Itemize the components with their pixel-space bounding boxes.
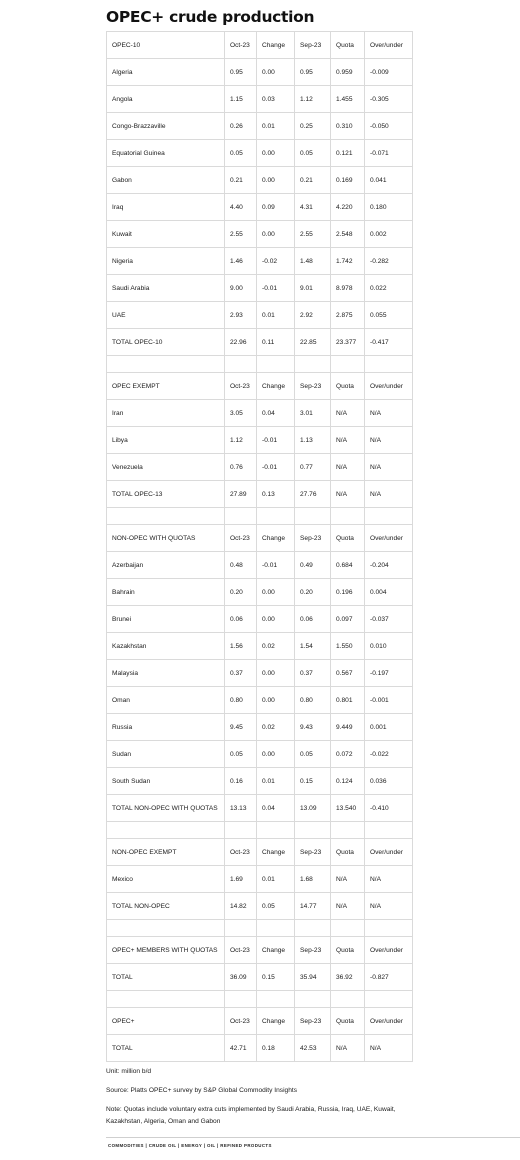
table-cell: 4.220 <box>331 194 365 221</box>
table-row <box>107 633 413 660</box>
row-label: Russia <box>107 714 225 741</box>
column-header: Sep-23 <box>295 525 331 552</box>
table-cell: 0.02 <box>257 633 295 660</box>
table-row <box>107 167 413 194</box>
table-row <box>107 481 413 508</box>
table-row <box>107 400 413 427</box>
table-cell: 14.77 <box>295 893 331 920</box>
table-cell: 0.06 <box>225 606 257 633</box>
table-row <box>107 964 413 991</box>
row-label: Nigeria <box>107 248 225 275</box>
table-cell: 0.00 <box>257 140 295 167</box>
row-label: Saudi Arabia <box>107 275 225 302</box>
table-cell: 0.00 <box>257 579 295 606</box>
table-cell: -0.01 <box>257 427 295 454</box>
spacer-cell <box>331 920 365 937</box>
table-cell: 0.00 <box>257 606 295 633</box>
table-cell: 1.455 <box>331 86 365 113</box>
section-spacer <box>107 991 413 1008</box>
table-cell: 0.097 <box>331 606 365 633</box>
table-cell: 0.010 <box>365 633 413 660</box>
table-row <box>107 579 413 606</box>
table-cell: 1.12 <box>225 427 257 454</box>
table-cell: 0.18 <box>257 1035 295 1062</box>
table-cell: N/A <box>365 427 413 454</box>
table-cell: 0.37 <box>225 660 257 687</box>
column-header: Oct-23 <box>225 1008 257 1035</box>
column-header: Over/under <box>365 937 413 964</box>
table-cell: 0.95 <box>225 59 257 86</box>
table-cell: 0.21 <box>295 167 331 194</box>
column-header: Quota <box>331 839 365 866</box>
table-cell: N/A <box>331 866 365 893</box>
row-label: Brunei <box>107 606 225 633</box>
section-header-row <box>107 839 413 866</box>
column-header: Sep-23 <box>295 373 331 400</box>
table-cell: 0.684 <box>331 552 365 579</box>
spacer-cell <box>225 920 257 937</box>
table-cell: 0.567 <box>331 660 365 687</box>
table-cell: 0.05 <box>225 140 257 167</box>
row-label: Iran <box>107 400 225 427</box>
table-cell: 0.49 <box>295 552 331 579</box>
table-cell: N/A <box>365 481 413 508</box>
table-row <box>107 1035 413 1062</box>
table-cell: 0.80 <box>225 687 257 714</box>
spacer-cell <box>225 356 257 373</box>
table-row <box>107 86 413 113</box>
column-header: Quota <box>331 32 365 59</box>
table-cell: 0.01 <box>257 113 295 140</box>
spacer-cell <box>365 822 413 839</box>
table-cell: 42.71 <box>225 1035 257 1062</box>
table-cell: 36.09 <box>225 964 257 991</box>
table-cell: 0.00 <box>257 59 295 86</box>
table-cell: N/A <box>331 427 365 454</box>
spacer-cell <box>107 991 225 1008</box>
table-cell: 9.45 <box>225 714 257 741</box>
row-label: Venezuela <box>107 454 225 481</box>
row-label: Libya <box>107 427 225 454</box>
section-title: OPEC+ MEMBERS WITH QUOTAS <box>107 937 225 964</box>
table-cell: 0.13 <box>257 481 295 508</box>
table-row <box>107 302 413 329</box>
table-cell: 0.25 <box>295 113 331 140</box>
table-cell: N/A <box>365 400 413 427</box>
table-cell: N/A <box>331 481 365 508</box>
production-table <box>106 31 413 1062</box>
table-cell: 0.05 <box>257 893 295 920</box>
row-label: Equatorial Guinea <box>107 140 225 167</box>
table-cell: 0.00 <box>257 660 295 687</box>
row-label: Mexico <box>107 866 225 893</box>
table-cell: -0.827 <box>365 964 413 991</box>
spacer-cell <box>365 356 413 373</box>
table-row <box>107 248 413 275</box>
table-cell: 1.46 <box>225 248 257 275</box>
table-row <box>107 140 413 167</box>
table-cell: 0.00 <box>257 687 295 714</box>
spacer-cell <box>331 822 365 839</box>
table-cell: 0.26 <box>225 113 257 140</box>
table-cell: 0.310 <box>331 113 365 140</box>
table-cell: 0.04 <box>257 400 295 427</box>
table-row <box>107 714 413 741</box>
table-cell: -0.050 <box>365 113 413 140</box>
table-cell: -0.01 <box>257 275 295 302</box>
table-cell: 0.15 <box>257 964 295 991</box>
column-header: Change <box>257 937 295 964</box>
row-label: South Sudan <box>107 768 225 795</box>
spacer-cell <box>225 508 257 525</box>
table-cell: N/A <box>331 400 365 427</box>
table-cell: -0.001 <box>365 687 413 714</box>
table-cell: 2.55 <box>225 221 257 248</box>
row-label: Algeria <box>107 59 225 86</box>
row-label: TOTAL NON-OPEC <box>107 893 225 920</box>
table-cell: 0.801 <box>331 687 365 714</box>
table-cell: 9.01 <box>295 275 331 302</box>
source-note: Source: Platts OPEC+ survey by S&P Global Commodity Insights <box>106 1087 297 1094</box>
section-title: NON-OPEC EXEMPT <box>107 839 225 866</box>
column-header: Oct-23 <box>225 373 257 400</box>
table-cell: 27.76 <box>295 481 331 508</box>
row-label: Iraq <box>107 194 225 221</box>
table-cell: 3.01 <box>295 400 331 427</box>
column-header: Over/under <box>365 32 413 59</box>
spacer-cell <box>257 356 295 373</box>
table-cell: 42.53 <box>295 1035 331 1062</box>
table-cell: 1.550 <box>331 633 365 660</box>
footer-divider <box>106 1137 520 1138</box>
table-row <box>107 795 413 822</box>
unit-note: Unit: million b/d <box>106 1068 152 1075</box>
table-cell: 13.09 <box>295 795 331 822</box>
column-header: Sep-23 <box>295 937 331 964</box>
spacer-cell <box>295 356 331 373</box>
spacer-cell <box>295 991 331 1008</box>
table-cell: 9.43 <box>295 714 331 741</box>
section-title: OPEC EXEMPT <box>107 373 225 400</box>
section-header-row <box>107 937 413 964</box>
row-label: TOTAL OPEC-10 <box>107 329 225 356</box>
table-cell: 2.875 <box>331 302 365 329</box>
table-cell: N/A <box>331 454 365 481</box>
table-cell: 0.00 <box>257 741 295 768</box>
section-spacer <box>107 920 413 937</box>
table-cell: 0.055 <box>365 302 413 329</box>
table-row <box>107 741 413 768</box>
table-cell: 0.004 <box>365 579 413 606</box>
spacer-cell <box>107 920 225 937</box>
spacer-cell <box>107 356 225 373</box>
column-header: Over/under <box>365 373 413 400</box>
table-cell: -0.282 <box>365 248 413 275</box>
row-label: Oman <box>107 687 225 714</box>
row-label: Malaysia <box>107 660 225 687</box>
table-cell: 13.13 <box>225 795 257 822</box>
table-row <box>107 660 413 687</box>
table-cell: 0.37 <box>295 660 331 687</box>
section-title: NON-OPEC WITH QUOTAS <box>107 525 225 552</box>
spacer-cell <box>331 356 365 373</box>
table-row <box>107 113 413 140</box>
row-label: TOTAL <box>107 964 225 991</box>
column-header: Over/under <box>365 525 413 552</box>
spacer-cell <box>257 920 295 937</box>
table-row <box>107 552 413 579</box>
table-cell: 1.48 <box>295 248 331 275</box>
table-cell: -0.417 <box>365 329 413 356</box>
spacer-cell <box>107 508 225 525</box>
table-cell: 0.77 <box>295 454 331 481</box>
table-cell: 2.92 <box>295 302 331 329</box>
table-cell: -0.01 <box>257 454 295 481</box>
table-cell: N/A <box>365 893 413 920</box>
table-cell: 0.80 <box>295 687 331 714</box>
table-row <box>107 427 413 454</box>
table-cell: 0.072 <box>331 741 365 768</box>
table-cell: -0.197 <box>365 660 413 687</box>
spacer-cell <box>225 822 257 839</box>
spacer-cell <box>295 508 331 525</box>
table-cell: 0.01 <box>257 768 295 795</box>
table-cell: -0.037 <box>365 606 413 633</box>
section-header-row <box>107 373 413 400</box>
column-header: Change <box>257 373 295 400</box>
table-cell: 0.05 <box>295 741 331 768</box>
row-label: TOTAL NON-OPEC WITH QUOTAS <box>107 795 225 822</box>
table-cell: 0.06 <box>295 606 331 633</box>
table-cell: 14.82 <box>225 893 257 920</box>
table-cell: 1.68 <box>295 866 331 893</box>
section-header-row <box>107 1008 413 1035</box>
column-header: Over/under <box>365 839 413 866</box>
table-cell: -0.022 <box>365 741 413 768</box>
topic-tags: COMMODITIES | CRUDE OIL | ENERGY | OIL | REFINED PRODUCTS <box>108 1143 272 1148</box>
column-header: Quota <box>331 937 365 964</box>
table-row <box>107 866 413 893</box>
spacer-cell <box>225 991 257 1008</box>
table-cell: 1.56 <box>225 633 257 660</box>
table-cell: 0.05 <box>295 140 331 167</box>
table-row <box>107 194 413 221</box>
column-header: Change <box>257 1008 295 1035</box>
table-row <box>107 768 413 795</box>
table-cell: 0.15 <box>295 768 331 795</box>
table-cell: 13.540 <box>331 795 365 822</box>
table-cell: 0.20 <box>225 579 257 606</box>
table-cell: 0.196 <box>331 579 365 606</box>
table-cell: 0.20 <box>295 579 331 606</box>
spacer-cell <box>257 991 295 1008</box>
section-header-row <box>107 32 413 59</box>
table-cell: 0.76 <box>225 454 257 481</box>
table-cell: N/A <box>365 1035 413 1062</box>
column-header: Oct-23 <box>225 525 257 552</box>
row-label: Bahrain <box>107 579 225 606</box>
table-cell: 0.16 <box>225 768 257 795</box>
table-cell: 0.09 <box>257 194 295 221</box>
table-cell: 0.05 <box>225 741 257 768</box>
table-cell: 1.69 <box>225 866 257 893</box>
table-cell: N/A <box>331 893 365 920</box>
table-cell: 0.036 <box>365 768 413 795</box>
table-cell: N/A <box>365 866 413 893</box>
table-cell: 0.21 <box>225 167 257 194</box>
table-cell: 2.548 <box>331 221 365 248</box>
table-cell: -0.071 <box>365 140 413 167</box>
table-cell: 1.742 <box>331 248 365 275</box>
column-header: Change <box>257 32 295 59</box>
table-cell: 1.15 <box>225 86 257 113</box>
column-header: Oct-23 <box>225 937 257 964</box>
table-row <box>107 893 413 920</box>
table-cell: 4.31 <box>295 194 331 221</box>
table-cell: 0.00 <box>257 221 295 248</box>
table-cell: 0.124 <box>331 768 365 795</box>
row-label: TOTAL OPEC-13 <box>107 481 225 508</box>
table-cell: 0.00 <box>257 167 295 194</box>
row-label: TOTAL <box>107 1035 225 1062</box>
spacer-cell <box>295 920 331 937</box>
column-header: Change <box>257 525 295 552</box>
table-cell: 0.180 <box>365 194 413 221</box>
column-header: Quota <box>331 525 365 552</box>
row-label: Angola <box>107 86 225 113</box>
row-label: Azerbaijan <box>107 552 225 579</box>
table-cell: 35.94 <box>295 964 331 991</box>
table-cell: 0.169 <box>331 167 365 194</box>
column-header: Quota <box>331 373 365 400</box>
table-cell: 0.959 <box>331 59 365 86</box>
table-cell: 0.022 <box>365 275 413 302</box>
column-header: Sep-23 <box>295 1008 331 1035</box>
table-cell: 8.978 <box>331 275 365 302</box>
column-header: Oct-23 <box>225 839 257 866</box>
table-cell: 1.54 <box>295 633 331 660</box>
row-label: Sudan <box>107 741 225 768</box>
row-label: Kuwait <box>107 221 225 248</box>
column-header: Oct-23 <box>225 32 257 59</box>
table-cell: N/A <box>365 454 413 481</box>
table-cell: -0.204 <box>365 552 413 579</box>
spacer-cell <box>365 991 413 1008</box>
table-row <box>107 329 413 356</box>
table-cell: 0.01 <box>257 866 295 893</box>
page-title: OPEC+ crude production <box>106 8 315 26</box>
table-cell: 0.01 <box>257 302 295 329</box>
table-row <box>107 275 413 302</box>
table-cell: 9.449 <box>331 714 365 741</box>
row-label: Congo-Brazzaville <box>107 113 225 140</box>
table-cell: -0.02 <box>257 248 295 275</box>
section-title: OPEC+ <box>107 1008 225 1035</box>
table-cell: -0.009 <box>365 59 413 86</box>
spacer-cell <box>295 822 331 839</box>
table-cell: 0.48 <box>225 552 257 579</box>
spacer-cell <box>257 508 295 525</box>
row-label: Gabon <box>107 167 225 194</box>
column-header: Quota <box>331 1008 365 1035</box>
column-header: Over/under <box>365 1008 413 1035</box>
spacer-cell <box>365 508 413 525</box>
table-cell: 23.377 <box>331 329 365 356</box>
column-header: Sep-23 <box>295 839 331 866</box>
table-cell: 2.55 <box>295 221 331 248</box>
spacer-cell <box>107 822 225 839</box>
table-cell: -0.410 <box>365 795 413 822</box>
table-cell: 22.85 <box>295 329 331 356</box>
table-cell: -0.01 <box>257 552 295 579</box>
quota-note: Note: Quotas include voluntary extra cuts implemented by Saudi Arabia, Russia, Iraq, UAE, Kuwait, Kazakhstan, Algeria, Oman and Gabon <box>106 1106 396 1125</box>
table-row <box>107 59 413 86</box>
table-cell: 1.13 <box>295 427 331 454</box>
spacer-cell <box>257 822 295 839</box>
section-spacer <box>107 822 413 839</box>
table-cell: 0.002 <box>365 221 413 248</box>
table-cell: 0.02 <box>257 714 295 741</box>
table-cell: -0.305 <box>365 86 413 113</box>
table-cell: 0.001 <box>365 714 413 741</box>
table-cell: 0.03 <box>257 86 295 113</box>
table-cell: 2.93 <box>225 302 257 329</box>
table-cell: 0.121 <box>331 140 365 167</box>
table-cell: 36.92 <box>331 964 365 991</box>
table-row <box>107 606 413 633</box>
table-cell: N/A <box>331 1035 365 1062</box>
table-cell: 0.04 <box>257 795 295 822</box>
table-row <box>107 687 413 714</box>
section-header-row <box>107 525 413 552</box>
table-row <box>107 454 413 481</box>
table-cell: 0.041 <box>365 167 413 194</box>
table-cell: 0.95 <box>295 59 331 86</box>
row-label: UAE <box>107 302 225 329</box>
table-cell: 3.05 <box>225 400 257 427</box>
spacer-cell <box>331 508 365 525</box>
table-cell: 4.40 <box>225 194 257 221</box>
table-row <box>107 221 413 248</box>
table-cell: 9.00 <box>225 275 257 302</box>
column-header: Change <box>257 839 295 866</box>
column-header: Sep-23 <box>295 32 331 59</box>
spacer-cell <box>331 991 365 1008</box>
table-cell: 1.12 <box>295 86 331 113</box>
table-cell: 27.89 <box>225 481 257 508</box>
section-title: OPEC-10 <box>107 32 225 59</box>
table-cell: 22.96 <box>225 329 257 356</box>
section-spacer <box>107 508 413 525</box>
section-spacer <box>107 356 413 373</box>
spacer-cell <box>365 920 413 937</box>
row-label: Kazakhstan <box>107 633 225 660</box>
table-cell: 0.11 <box>257 329 295 356</box>
